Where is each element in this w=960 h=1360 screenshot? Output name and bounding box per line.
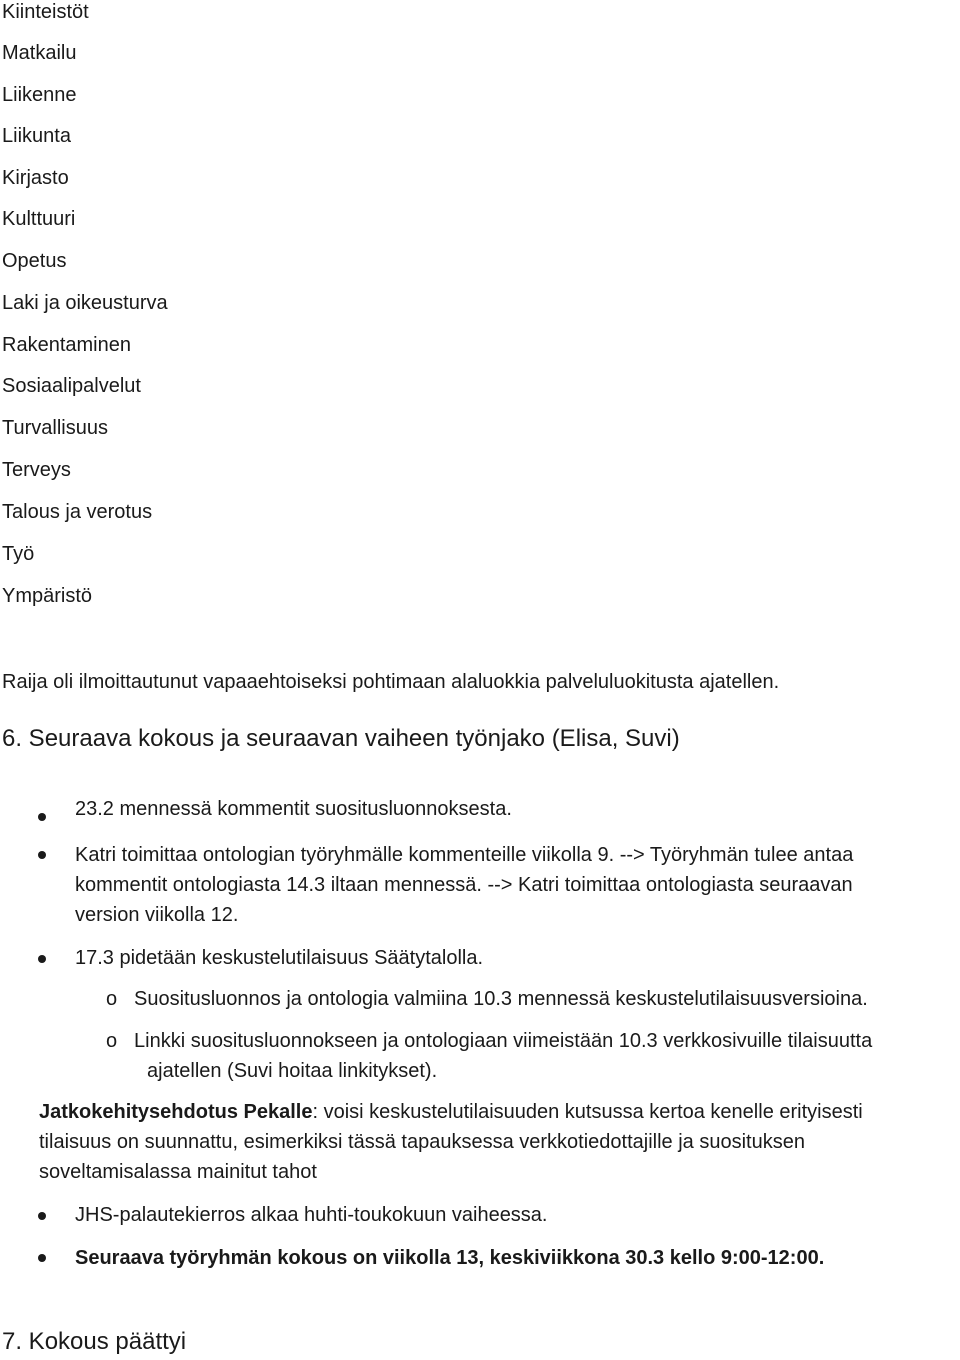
bullet-text: 17.3 pidetään keskustelutilaisuus Säätytalolla. <box>75 947 484 969</box>
jatko-line-3: soveltamisalassa mainitut tahot <box>39 1161 317 1183</box>
sub-bullet-text: Linkki suositusluonnokseen ja ontologiaan viimeistään 10.3 verkkosivuille tilaisuutta <box>134 1030 873 1052</box>
category-item: Terveys <box>2 459 71 481</box>
category-item: Matkailu <box>2 42 77 64</box>
bullet-dot <box>38 851 46 859</box>
jatko-line-2: tilaisuus on suunnattu, esimerkiksi tässä tapauksessa verkkotiedottajille ja suosituksen <box>39 1131 805 1153</box>
category-item: Työ <box>2 543 35 565</box>
bullet-dot <box>38 1212 46 1220</box>
bullet-dot <box>38 813 46 821</box>
next-meeting-text: Seuraava työryhmän kokous on viikolla 13, keskiviikkona 30.3 kello 9:00-12:00. <box>75 1247 825 1269</box>
sub-bullet-marker: o <box>106 1030 118 1052</box>
raija-note: Raija oli ilmoittautunut vapaaehtoiseksi pohtimaan alaluokkia palveluluokitusta ajatellen. <box>2 671 780 693</box>
sub-bullet-text-continued: ajatellen (Suvi hoitaa linkitykset). <box>147 1060 438 1082</box>
bullet-dot <box>38 1254 46 1262</box>
bullet-text: Katri toimittaa ontologian työryhmälle kommenteille viikolla 9. --> Työryhmän tulee antaa <box>75 844 854 866</box>
category-item: Kirjasto <box>2 167 69 189</box>
category-item: Kiinteistöt <box>2 1 89 23</box>
category-item: Rakentaminen <box>2 334 131 356</box>
bullet-text: JHS-palautekierros alkaa huhti-toukokuun vaiheessa. <box>75 1204 548 1226</box>
jatko-line-1-text: : voisi keskustelutilaisuuden kutsussa kertoa kenelle erityisesti <box>312 1101 863 1123</box>
category-item: Sosiaalipalvelut <box>2 375 141 397</box>
category-item: Kulttuuri <box>2 208 76 230</box>
jatko-label: Jatkokehitysehdotus Pekalle <box>39 1101 313 1123</box>
sub-bullet-text: Suositusluonnos ja ontologia valmiina 10.3 mennessä keskustelutilaisuusversioina. <box>134 988 868 1010</box>
section-7-heading: 7. Kokous päättyi <box>2 1328 187 1355</box>
category-item: Opetus <box>2 250 67 272</box>
bullet-text: 23.2 mennessä kommentit suositusluonnoksesta. <box>75 798 512 820</box>
category-item: Turvallisuus <box>2 417 108 439</box>
jatko-line-1 <box>39 1097 863 1127</box>
category-item: Talous ja verotus <box>2 501 153 523</box>
bullet-text-continued: version viikolla 12. <box>75 904 239 926</box>
category-item: Liikenne <box>2 84 77 106</box>
bullet-dot <box>38 955 46 963</box>
bullet-text-continued: kommentit ontologiasta 14.3 iltaan mennessä. --> Katri toimittaa ontologiasta seuraavan <box>75 874 853 896</box>
category-item: Liikunta <box>2 125 71 147</box>
sub-bullet-marker: o <box>106 988 118 1010</box>
category-item: Ympäristö <box>2 585 93 607</box>
section-6-heading: 6. Seuraava kokous ja seuraavan vaiheen työnjako (Elisa, Suvi) <box>2 725 680 752</box>
category-item: Laki ja oikeusturva <box>2 292 168 314</box>
